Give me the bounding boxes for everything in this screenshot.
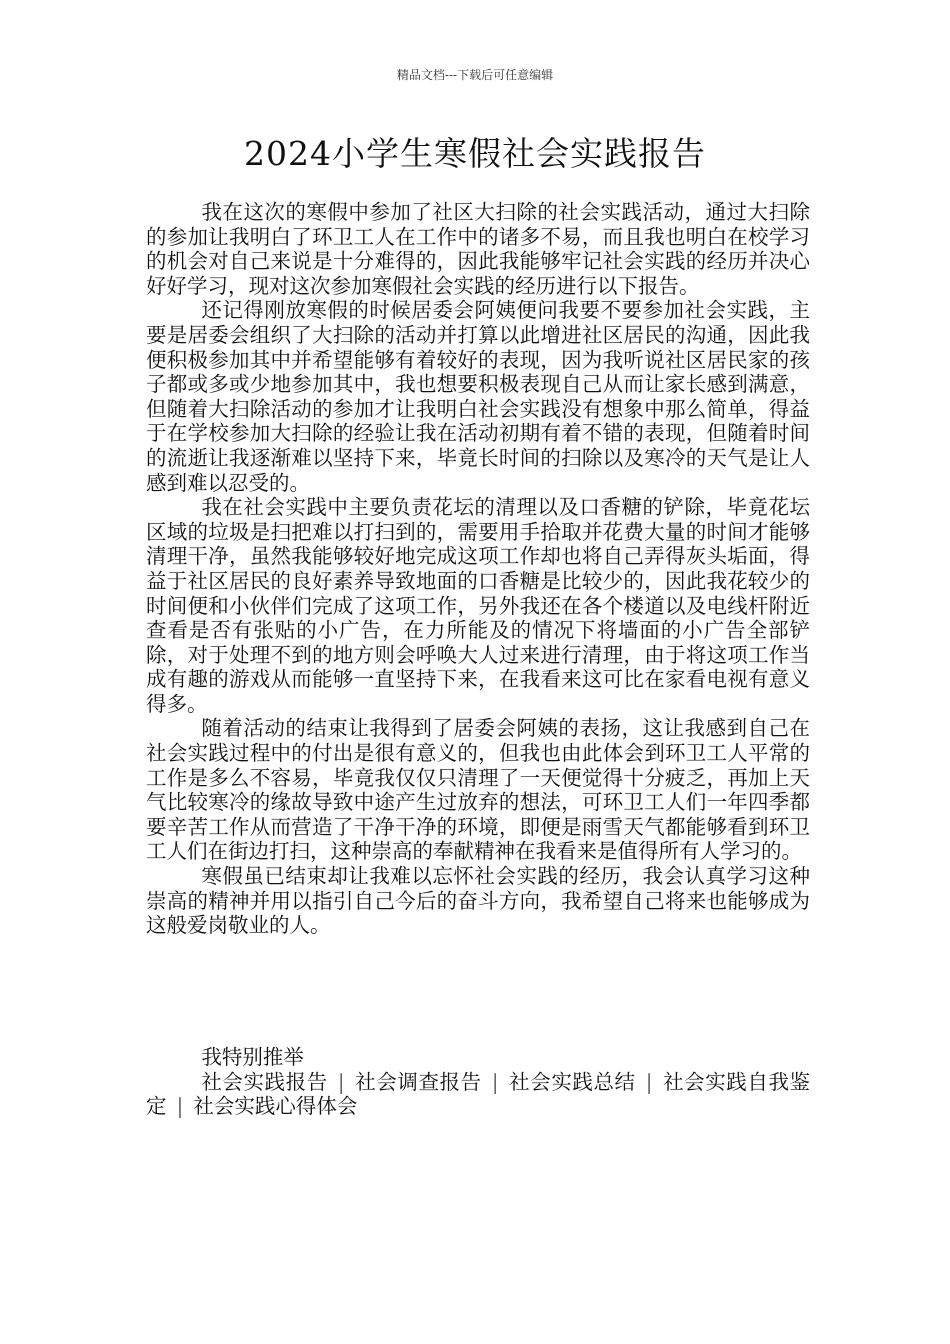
paragraph-2: 还记得刚放寒假的时候居委会阿姨便问我要不要参加社会实践，主要是居委会组织了大扫除的活动并打算以此增进社区居民的沟通，因此我便积极参加其中并希望能够有着较好的表现，因为我听说社区居民家的孩子都或多或少地参加其中，我也想要积极表现自己从而让家长感到满意，但随着大扫除活动的参加才让我明白社会实践没有想象中那么简单，得益于在学校参加大扫除的经验让我在活动初期有着不错的表现，但随着时间的流逝让我逐渐难以坚持下来，毕竟长时间的扫除以及寒冷的天气是让人感到难以忍受的。 [146,298,810,495]
paragraph-4: 随着活动的结束让我得到了居委会阿姨的表扬，这让我感到自己在社会实践过程中的付出是很有意义的，但我也由此体会到环卫工人平常的工作是多么不容易，毕竟我仅仅只清理了一天便觉得十分疲乏，再加上天气比较寒冷的缘故导致中途产生过放弃的想法，可环卫工人们一年四季都要辛苦工作从而营造了干净干净的环境，即便是雨雪天气都能够看到环卫工人们在街边打扫，这种崇高的奉献精神在我看来是值得所有人学习的。 [146,716,810,864]
recommend-link-experience[interactable]: 社会实践心得体会 [193,1094,358,1119]
recommend-title: 我特别推举 [201,1045,304,1069]
link-separator: | [645,1069,653,1094]
link-separator: | [176,1094,184,1119]
recommend-link-survey-report[interactable]: 社会调查报告 [354,1069,482,1094]
recommend-links [146,1070,810,1119]
paragraph-1: 我在这次的寒假中参加了社区大扫除的社会实践活动，通过大扫除的参加让我明白了环卫工人在工作中的诸多不易，而且我也明白在校学习的机会对自己来说是十分难得的，因此我能够牢记社会实践的经历并决心好好学习，现对这次参加寒假社会实践的经历进行以下报告。 [146,200,810,298]
document-title: 2024小学生寒假社会实践报告 [244,134,706,173]
recommend-link-self-appraisal[interactable]: 社会实践自我鉴定 [146,1069,811,1119]
recommend-section [146,1045,810,1119]
document-body [146,200,810,938]
link-separator: | [491,1069,499,1094]
paragraph-5: 寒假虽已结束却让我难以忘怀社会实践的经历，我会认真学习这种崇高的精神并用以指引自己今后的奋斗方向，我希望自己将来也能够成为这般爱岗敬业的人。 [146,864,810,938]
paragraph-3: 我在社会实践中主要负责花坛的清理以及口香糖的铲除，毕竟花坛区域的垃圾是扫把难以打扫到的，需要用手拾取并花费大量的时间才能够清理干净，虽然我能够较好地完成这项工作却也将自己弄得灰头垢面，得益于社区居民的良好素养导致地面的口香糖是比较少的，因此我花较少的时间便和小伙伴们完成了这项工作，另外我还在各个楼道以及电线杆附近查看是否有张贴的小广告，在力所能及的情况下将墙面的小广告全部铲除，对于处理不到的地方则会呼唤大人过来进行清理，由于将这项工作当成有趣的游戏从而能够一直坚持下来，在我看来这可比在家看电视有意义得多。 [146,495,810,716]
page-header-note: 精品文档---下载后可任意编辑 [396,68,554,82]
recommend-link-practice-report[interactable]: 社会实践报告 [201,1069,328,1094]
recommend-link-practice-summary[interactable]: 社会实践总结 [508,1069,636,1094]
link-separator: | [337,1069,345,1094]
